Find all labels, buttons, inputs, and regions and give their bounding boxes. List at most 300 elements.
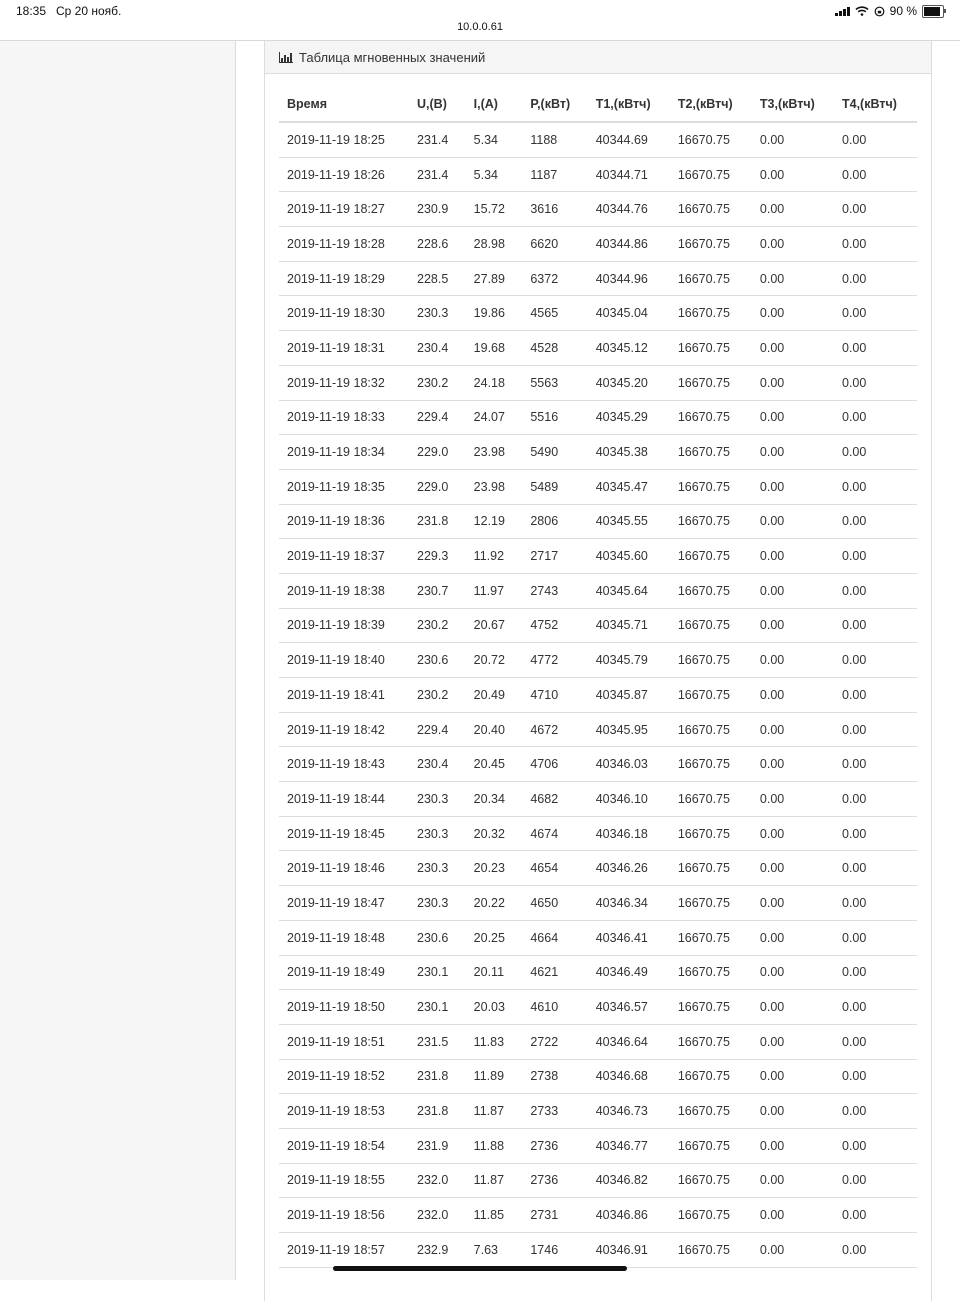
cell-current: 20.32: [466, 816, 523, 851]
cell-t2: 16670.75: [670, 643, 752, 678]
cell-voltage: 231.8: [409, 1094, 466, 1129]
cell-voltage: 230.4: [409, 747, 466, 782]
cell-power: 5490: [522, 435, 587, 470]
cell-current: 5.34: [466, 157, 523, 192]
cell-t3: 0.00: [752, 1094, 834, 1129]
cell-time: 2019-11-19 18:38: [279, 573, 409, 608]
address-bar[interactable]: [0, 20, 960, 40]
cell-t2: 16670.75: [670, 1233, 752, 1268]
cell-t1: 40346.18: [588, 816, 670, 851]
cell-voltage: 232.9: [409, 1233, 466, 1268]
cell-t1: 40345.64: [588, 573, 670, 608]
cell-voltage: 229.0: [409, 469, 466, 504]
table-row: [279, 1198, 917, 1233]
table-row: [279, 365, 917, 400]
cell-voltage: 229.0: [409, 435, 466, 470]
cell-power: 4706: [522, 747, 587, 782]
cell-t1: 40346.49: [588, 955, 670, 990]
cell-t2: 16670.75: [670, 1128, 752, 1163]
cell-t2: 16670.75: [670, 782, 752, 817]
cell-power: 2736: [522, 1163, 587, 1198]
cell-t3: 0.00: [752, 678, 834, 713]
cell-voltage: 230.3: [409, 296, 466, 331]
cell-t4: 0.00: [834, 678, 917, 713]
table-row: [279, 782, 917, 817]
cell-t1: 40344.69: [588, 122, 670, 157]
cell-current: 11.88: [466, 1128, 523, 1163]
cell-t3: 0.00: [752, 573, 834, 608]
cell-t3: 0.00: [752, 1059, 834, 1094]
cell-t3: 0.00: [752, 1128, 834, 1163]
cell-t1: 40345.12: [588, 331, 670, 366]
cell-t2: 16670.75: [670, 1163, 752, 1198]
cell-t2: 16670.75: [670, 192, 752, 227]
cell-t1: 40344.71: [588, 157, 670, 192]
cell-current: 20.11: [466, 955, 523, 990]
cell-voltage: 230.1: [409, 955, 466, 990]
cell-t4: 0.00: [834, 157, 917, 192]
table-body: [279, 122, 917, 1267]
cell-t2: 16670.75: [670, 539, 752, 574]
cell-t1: 40346.03: [588, 747, 670, 782]
cell-t3: 0.00: [752, 1198, 834, 1233]
cell-t2: 16670.75: [670, 816, 752, 851]
url-text[interactable]: 10.0.0.61: [457, 21, 503, 33]
cell-t4: 0.00: [834, 504, 917, 539]
cell-time: 2019-11-19 18:32: [279, 365, 409, 400]
cell-power: 2738: [522, 1059, 587, 1094]
table-row: [279, 608, 917, 643]
cell-t1: 40346.86: [588, 1198, 670, 1233]
cell-t4: 0.00: [834, 643, 917, 678]
cell-voltage: 231.4: [409, 122, 466, 157]
cell-t4: 0.00: [834, 1198, 917, 1233]
cell-current: 20.49: [466, 678, 523, 713]
table-row: [279, 851, 917, 886]
table-row: [279, 816, 917, 851]
cell-t2: 16670.75: [670, 920, 752, 955]
cell-power: 5516: [522, 400, 587, 435]
cell-t2: 16670.75: [670, 504, 752, 539]
cell-current: 11.97: [466, 573, 523, 608]
cell-power: 4654: [522, 851, 587, 886]
cell-t3: 0.00: [752, 435, 834, 470]
column-header-t2: T2,(кВтч): [670, 87, 752, 122]
cell-power: 6620: [522, 227, 587, 262]
cell-power: 5563: [522, 365, 587, 400]
cell-t1: 40346.73: [588, 1094, 670, 1129]
cell-t4: 0.00: [834, 816, 917, 851]
cell-voltage: 230.1: [409, 990, 466, 1025]
cell-t1: 40344.86: [588, 227, 670, 262]
cell-t3: 0.00: [752, 1233, 834, 1268]
table-row: [279, 469, 917, 504]
cell-t1: 40346.34: [588, 886, 670, 921]
cell-time: 2019-11-19 18:35: [279, 469, 409, 504]
cell-voltage: 229.4: [409, 400, 466, 435]
cell-time: 2019-11-19 18:48: [279, 920, 409, 955]
cell-t4: 0.00: [834, 573, 917, 608]
table-row: [279, 400, 917, 435]
cell-voltage: 230.6: [409, 643, 466, 678]
cell-current: 20.23: [466, 851, 523, 886]
cell-time: 2019-11-19 18:56: [279, 1198, 409, 1233]
cell-t3: 0.00: [752, 608, 834, 643]
cellular-signal-icon: [835, 6, 850, 16]
cell-time: 2019-11-19 18:28: [279, 227, 409, 262]
cell-power: 2736: [522, 1128, 587, 1163]
cell-current: 20.72: [466, 643, 523, 678]
cell-t2: 16670.75: [670, 712, 752, 747]
cell-t4: 0.00: [834, 712, 917, 747]
cell-t3: 0.00: [752, 851, 834, 886]
cell-current: 20.67: [466, 608, 523, 643]
cell-t3: 0.00: [752, 539, 834, 574]
cell-t1: 40344.76: [588, 192, 670, 227]
cell-current: 15.72: [466, 192, 523, 227]
cell-t1: 40345.55: [588, 504, 670, 539]
table-row: [279, 122, 917, 157]
cell-t4: 0.00: [834, 955, 917, 990]
cell-t2: 16670.75: [670, 261, 752, 296]
cell-t2: 16670.75: [670, 469, 752, 504]
cell-time: 2019-11-19 18:53: [279, 1094, 409, 1129]
cell-t1: 40345.04: [588, 296, 670, 331]
column-header-time: Время: [279, 87, 409, 122]
cell-t4: 0.00: [834, 435, 917, 470]
cell-t1: 40346.41: [588, 920, 670, 955]
cell-voltage: 230.6: [409, 920, 466, 955]
cell-t2: 16670.75: [670, 400, 752, 435]
cell-t2: 16670.75: [670, 1059, 752, 1094]
cell-current: 11.89: [466, 1059, 523, 1094]
column-header-current: I,(A): [466, 87, 523, 122]
cell-voltage: 232.0: [409, 1163, 466, 1198]
cell-t1: 40346.91: [588, 1233, 670, 1268]
battery-icon: [922, 5, 944, 18]
cell-t2: 16670.75: [670, 157, 752, 192]
cell-current: 19.86: [466, 296, 523, 331]
cell-voltage: 229.3: [409, 539, 466, 574]
cell-t2: 16670.75: [670, 331, 752, 366]
cell-current: 5.34: [466, 122, 523, 157]
status-date: Ср 20 нояб.: [56, 4, 122, 18]
cell-t3: 0.00: [752, 122, 834, 157]
cell-t2: 16670.75: [670, 1094, 752, 1129]
cell-t2: 16670.75: [670, 122, 752, 157]
cell-t2: 16670.75: [670, 990, 752, 1025]
cell-time: 2019-11-19 18:34: [279, 435, 409, 470]
table-row: [279, 157, 917, 192]
cell-t4: 0.00: [834, 920, 917, 955]
cell-time: 2019-11-19 18:49: [279, 955, 409, 990]
cell-power: 5489: [522, 469, 587, 504]
cell-time: 2019-11-19 18:30: [279, 296, 409, 331]
cell-t3: 0.00: [752, 955, 834, 990]
cell-t1: 40346.82: [588, 1163, 670, 1198]
cell-power: 1746: [522, 1233, 587, 1268]
cell-current: 23.98: [466, 435, 523, 470]
table-row: [279, 435, 917, 470]
cell-t4: 0.00: [834, 1163, 917, 1198]
cell-power: 1187: [522, 157, 587, 192]
cell-t3: 0.00: [752, 920, 834, 955]
cell-t1: 40346.68: [588, 1059, 670, 1094]
table-row: [279, 227, 917, 262]
cell-voltage: 228.5: [409, 261, 466, 296]
status-time: 18:35: [16, 4, 47, 18]
cell-t3: 0.00: [752, 192, 834, 227]
cell-t3: 0.00: [752, 504, 834, 539]
cell-t1: 40345.95: [588, 712, 670, 747]
cell-time: 2019-11-19 18:50: [279, 990, 409, 1025]
cell-t3: 0.00: [752, 886, 834, 921]
cell-t1: 40346.57: [588, 990, 670, 1025]
cell-t1: 40345.87: [588, 678, 670, 713]
instant-values-table: [279, 87, 917, 1268]
cell-t4: 0.00: [834, 1024, 917, 1059]
cell-current: 24.07: [466, 400, 523, 435]
cell-t4: 0.00: [834, 365, 917, 400]
cell-t4: 0.00: [834, 1128, 917, 1163]
cell-t2: 16670.75: [670, 886, 752, 921]
cell-power: 2806: [522, 504, 587, 539]
cell-t2: 16670.75: [670, 365, 752, 400]
cell-voltage: 231.8: [409, 1059, 466, 1094]
cell-current: 23.98: [466, 469, 523, 504]
cell-t3: 0.00: [752, 400, 834, 435]
wifi-icon: [855, 6, 869, 16]
cell-voltage: 230.9: [409, 192, 466, 227]
cell-t2: 16670.75: [670, 573, 752, 608]
instant-values-panel: [264, 41, 932, 1301]
table-row: [279, 678, 917, 713]
cell-power: 4752: [522, 608, 587, 643]
cell-t2: 16670.75: [670, 747, 752, 782]
cell-t3: 0.00: [752, 331, 834, 366]
cell-power: 4528: [522, 331, 587, 366]
cell-t3: 0.00: [752, 643, 834, 678]
cell-time: 2019-11-19 18:27: [279, 192, 409, 227]
cell-t1: 40345.20: [588, 365, 670, 400]
cell-power: 4621: [522, 955, 587, 990]
bar-chart-icon: [279, 52, 293, 63]
column-header-t1: T1,(кВтч): [588, 87, 670, 122]
cell-power: 6372: [522, 261, 587, 296]
cell-time: 2019-11-19 18:25: [279, 122, 409, 157]
table-row: [279, 504, 917, 539]
cell-t4: 0.00: [834, 192, 917, 227]
table-row: [279, 747, 917, 782]
column-header-power: P,(кВт): [522, 87, 587, 122]
cell-t4: 0.00: [834, 1094, 917, 1129]
table-row: [279, 1059, 917, 1094]
cell-voltage: 231.9: [409, 1128, 466, 1163]
table-row: [279, 1024, 917, 1059]
cell-t3: 0.00: [752, 227, 834, 262]
orientation-lock-icon: [874, 6, 885, 17]
table-row: [279, 261, 917, 296]
cell-t1: 40345.29: [588, 400, 670, 435]
cell-current: 20.03: [466, 990, 523, 1025]
cell-voltage: 231.4: [409, 157, 466, 192]
cell-power: 2731: [522, 1198, 587, 1233]
sidebar: [0, 41, 236, 1280]
table-row: [279, 712, 917, 747]
cell-t4: 0.00: [834, 886, 917, 921]
cell-t3: 0.00: [752, 1163, 834, 1198]
cell-t4: 0.00: [834, 227, 917, 262]
cell-t4: 0.00: [834, 400, 917, 435]
cell-t4: 0.00: [834, 1233, 917, 1268]
column-header-t3: T3,(кВтч): [752, 87, 834, 122]
cell-power: 3616: [522, 192, 587, 227]
cell-voltage: 230.3: [409, 782, 466, 817]
cell-t3: 0.00: [752, 365, 834, 400]
cell-t3: 0.00: [752, 157, 834, 192]
cell-time: 2019-11-19 18:33: [279, 400, 409, 435]
column-header-voltage: U,(В): [409, 87, 466, 122]
cell-t1: 40346.77: [588, 1128, 670, 1163]
cell-current: 12.19: [466, 504, 523, 539]
cell-power: 4710: [522, 678, 587, 713]
battery-percent: 90 %: [889, 4, 917, 18]
cell-t3: 0.00: [752, 712, 834, 747]
cell-t3: 0.00: [752, 782, 834, 817]
cell-time: 2019-11-19 18:52: [279, 1059, 409, 1094]
cell-time: 2019-11-19 18:57: [279, 1233, 409, 1268]
cell-t2: 16670.75: [670, 435, 752, 470]
cell-time: 2019-11-19 18:45: [279, 816, 409, 851]
cell-voltage: 230.2: [409, 678, 466, 713]
cell-current: 20.25: [466, 920, 523, 955]
cell-t1: 40346.10: [588, 782, 670, 817]
table-row: [279, 920, 917, 955]
cell-voltage: 230.2: [409, 608, 466, 643]
cell-time: 2019-11-19 18:46: [279, 851, 409, 886]
cell-current: 11.85: [466, 1198, 523, 1233]
cell-time: 2019-11-19 18:39: [279, 608, 409, 643]
cell-time: 2019-11-19 18:40: [279, 643, 409, 678]
cell-power: 4650: [522, 886, 587, 921]
table-row: [279, 1094, 917, 1129]
table-row: [279, 192, 917, 227]
cell-t4: 0.00: [834, 122, 917, 157]
cell-voltage: 231.5: [409, 1024, 466, 1059]
cell-t2: 16670.75: [670, 851, 752, 886]
cell-voltage: 230.2: [409, 365, 466, 400]
cell-power: 2717: [522, 539, 587, 574]
table-header-row: [279, 87, 917, 122]
table-row: [279, 1233, 917, 1268]
cell-t2: 16670.75: [670, 1024, 752, 1059]
cell-voltage: 230.7: [409, 573, 466, 608]
cell-current: 11.92: [466, 539, 523, 574]
cell-t2: 16670.75: [670, 227, 752, 262]
cell-t1: 40345.38: [588, 435, 670, 470]
cell-t1: 40345.71: [588, 608, 670, 643]
cell-time: 2019-11-19 18:37: [279, 539, 409, 574]
cell-time: 2019-11-19 18:43: [279, 747, 409, 782]
cell-t3: 0.00: [752, 469, 834, 504]
cell-time: 2019-11-19 18:31: [279, 331, 409, 366]
cell-time: 2019-11-19 18:55: [279, 1163, 409, 1198]
cell-time: 2019-11-19 18:29: [279, 261, 409, 296]
panel-title: Таблица мгновенных значений: [299, 49, 486, 65]
cell-current: 28.98: [466, 227, 523, 262]
cell-t4: 0.00: [834, 331, 917, 366]
cell-current: 7.63: [466, 1233, 523, 1268]
cell-t1: 40344.96: [588, 261, 670, 296]
cell-t1: 40346.26: [588, 851, 670, 886]
cell-time: 2019-11-19 18:54: [279, 1128, 409, 1163]
status-indicators: [835, 4, 944, 18]
cell-t1: 40345.47: [588, 469, 670, 504]
table-row: [279, 296, 917, 331]
cell-t4: 0.00: [834, 539, 917, 574]
cell-t2: 16670.75: [670, 1198, 752, 1233]
cell-t4: 0.00: [834, 747, 917, 782]
cell-t4: 0.00: [834, 1059, 917, 1094]
cell-t2: 16670.75: [670, 678, 752, 713]
cell-current: 20.45: [466, 747, 523, 782]
cell-t2: 16670.75: [670, 608, 752, 643]
cell-t3: 0.00: [752, 990, 834, 1025]
cell-power: 2733: [522, 1094, 587, 1129]
cell-power: 4672: [522, 712, 587, 747]
cell-time: 2019-11-19 18:41: [279, 678, 409, 713]
cell-t1: 40345.60: [588, 539, 670, 574]
cell-time: 2019-11-19 18:47: [279, 886, 409, 921]
cell-power: 4565: [522, 296, 587, 331]
home-indicator[interactable]: [333, 1266, 627, 1271]
column-header-t4: T4,(кВтч): [834, 87, 917, 122]
table-row: [279, 1163, 917, 1198]
table-row: [279, 331, 917, 366]
table-row: [279, 886, 917, 921]
cell-voltage: 230.4: [409, 331, 466, 366]
cell-voltage: 230.3: [409, 886, 466, 921]
cell-time: 2019-11-19 18:36: [279, 504, 409, 539]
cell-power: 2722: [522, 1024, 587, 1059]
cell-current: 11.87: [466, 1094, 523, 1129]
table-row: [279, 573, 917, 608]
cell-power: 4610: [522, 990, 587, 1025]
cell-current: 11.87: [466, 1163, 523, 1198]
cell-t3: 0.00: [752, 296, 834, 331]
cell-current: 20.34: [466, 782, 523, 817]
cell-t3: 0.00: [752, 747, 834, 782]
cell-power: 4772: [522, 643, 587, 678]
cell-power: 2743: [522, 573, 587, 608]
cell-time: 2019-11-19 18:42: [279, 712, 409, 747]
cell-t2: 16670.75: [670, 955, 752, 990]
table-row: [279, 643, 917, 678]
cell-t4: 0.00: [834, 851, 917, 886]
cell-power: 1188: [522, 122, 587, 157]
cell-voltage: 231.8: [409, 504, 466, 539]
cell-t1: 40346.64: [588, 1024, 670, 1059]
panel-heading: [265, 41, 931, 74]
cell-t4: 0.00: [834, 990, 917, 1025]
cell-voltage: 229.4: [409, 712, 466, 747]
cell-t4: 0.00: [834, 782, 917, 817]
cell-t3: 0.00: [752, 816, 834, 851]
table-row: [279, 955, 917, 990]
table-row: [279, 1128, 917, 1163]
cell-power: 4674: [522, 816, 587, 851]
cell-current: 11.83: [466, 1024, 523, 1059]
